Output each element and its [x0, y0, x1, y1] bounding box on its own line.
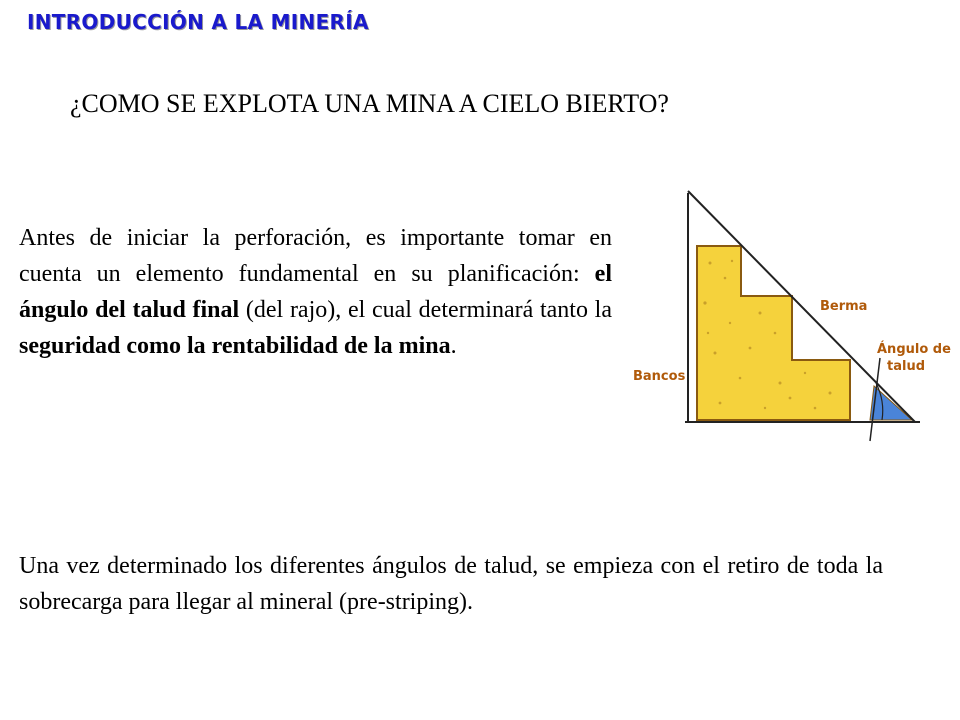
paragraph-bold-text: el ángulo del talud final — [19, 261, 612, 323]
paragraph-text: Antes de iniciar la perforación, es importante tomar en cuenta un elemento fundamental en su planificación: — [19, 225, 612, 287]
label-angulo-line1: Ángulo de — [877, 342, 951, 357]
bench-slope-diagram — [630, 183, 951, 448]
header-title: INTRODUCCIÓN A LA MINERÍA — [27, 10, 369, 34]
paragraph-text: . — [450, 333, 457, 359]
paragraph-text: (del rajo), el cual determinará tanto la — [239, 297, 612, 323]
label-angulo-line2: talud — [887, 359, 926, 374]
paragraph-bold-text: seguridad como la rentabilidad de la mina — [19, 333, 451, 359]
label-berma: Berma — [820, 299, 868, 314]
paragraph-pre-striping: Una vez determinado los diferentes ángulos de talud, se empieza con el retiro de toda la sobrecarga para llegar al mineral (pre-striping). — [19, 553, 883, 615]
paragraph-talud — [19, 220, 612, 364]
label-bancos: Bancos — [633, 369, 686, 384]
slide-title: ¿COMO SE EXPLOTA UNA MINA A CIELO BIERTO? — [70, 89, 669, 118]
